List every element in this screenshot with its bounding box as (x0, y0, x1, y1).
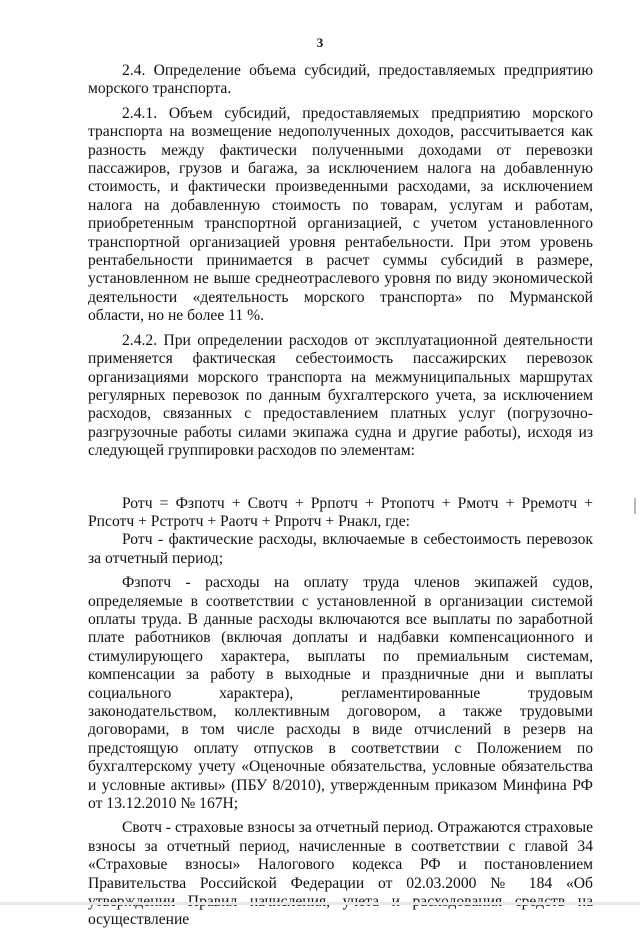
definition-fzpotch: Фзпотч - расходы на оплату труда членов экипажей судов, определяемые в соответствии с установленной в организации системой оплаты труда. В данные расходы включаются все выплаты по заработной плате работников (включая доплаты и надбавки компенсационного и стимулирующего характера, выплаты по премиальным системам, компенсации за работу в выходные и праздничные дни и выплаты социального характера), регламентированные трудовым законодательством, коллективным договором, а также трудовыми договорами, в том числе расходы в виде отчислений в резерв на предстоящую оплату отпусков в соответствии с Положением по бухгалтерскому учету «Оценочные обязательства, условные обязательства и условные активы» (ПБУ 8/2010), утвержденным приказом Минфина РФ от 13.12.2010 № 167Н; (88, 574, 593, 813)
paragraph-2-4: 2.4. Определение объема субсидий, предоставляемых предприятию морского транспорта. (88, 62, 593, 98)
document-body (88, 62, 593, 930)
definition-rotch: Ротч - фактические расходы, включаемые в себестоимость перевозок за отчетный период; (88, 531, 593, 567)
definition-svotch: Свотч - страховые взносы за отчетный период. Отражаются страховые взносы за отчетный период, начисленные в соответствии с главой 34 «Страховые взносы» Налогового кодекса РФ и постановлением Правительства Российской Федерации от 02.03.2000 № 184 «Об осуществление (88, 819, 593, 929)
paragraph-2-4-1: 2.4.1. Объем субсидий, предоставляемых предприятию морского транспорта на возмещение недополученных доходов, рассчитывается как разность между фактически полученными доходами от перевозки пассажиров, грузов и багажа, за исключением налога на добавленную стоимость, и фактически произведенными расходами, за исключением налога на добавленную стоимость по товарам, услугам и работам, приобретенным транспортной организацией, с учетом установленного транспортной организацией уровня рентабельности. При этом уровень рентабельности принимается в расчет суммы субсидий в размере, установленном не выше среднеотраслевого уровня по виду экономической деятельности «деятельность морского транспорта» по Мурманской области, но не более 11 %. (88, 104, 593, 325)
paragraph-2-4-2: 2.4.2. При определении расходов от эксплуатационной деятельности применяется фактическая себестоимость пассажирских перевозок организациями морского транспорта на межмуниципальных маршрутах регулярных перевозок по данным бухгалтерского учета, за исключением расходов, связанных с предоставлением платных услуг (погрузочно-разгрузочные работы силами экипажа судна и другие работы), исходя из следующей группировки расходов по элементам: (88, 331, 593, 460)
page-number: 3 (316, 35, 324, 50)
cost-formula: Ротч = Фзпотч + Свотч + Ррпотч + Ртопотч + Рмотч + Рремотч + Рпсотч + Рстротч + Раотч + Рпротч + Рнакл, где: (88, 494, 593, 530)
scan-artifact-mark (634, 498, 636, 514)
